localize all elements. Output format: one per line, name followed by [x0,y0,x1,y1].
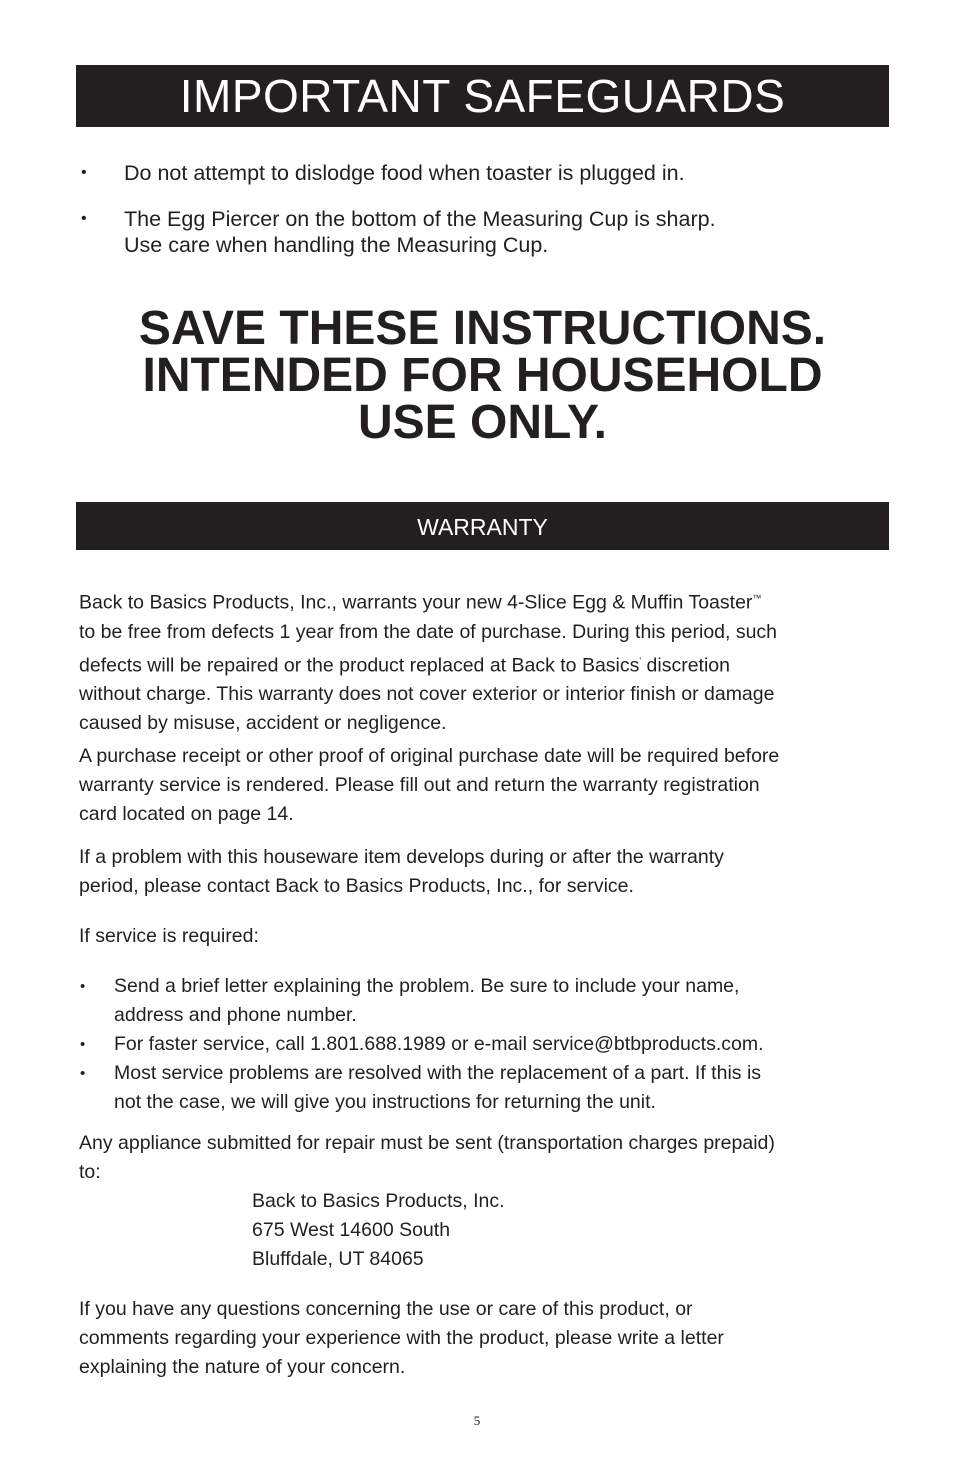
text-line: caused by misuse, accident or negligence. [79,712,447,734]
text-line: If you have any questions concerning the use or care of this product, or [79,1298,693,1320]
mailing-address [252,1187,505,1274]
notice-line: INTENDED FOR HOUSEHOLD [142,349,823,402]
save-instructions-notice [76,302,889,449]
list-item-text: address and phone number. [114,1004,357,1026]
list-item-text: For faster service, call 1.801.688.1989 or e-mail service@btbproducts.com. [114,1033,764,1055]
warranty-paragraph-receipt [79,742,894,829]
safeguards-list [80,160,880,278]
notice-line: USE ONLY. [358,396,607,449]
list-item-text: Send a brief letter explaining the problem. Be sure to include your name, [114,975,740,997]
warranty-paragraph-questions [79,1295,894,1382]
text-line: period, please contact Back to Basics Products, Inc., for service. [79,875,634,897]
text-line: to: [79,1161,101,1183]
list-item-text: Use care when handling the Measuring Cup. [124,233,549,257]
trademark-symbol: ™ [752,593,762,603]
bullet-icon: • [80,1065,86,1082]
bullet-icon: • [81,164,87,181]
text-line: If a problem with this houseware item develops during or after the warranty [79,846,724,868]
bullet-icon: • [80,978,86,995]
notice-line: SAVE THESE INSTRUCTIONS. [138,302,827,355]
service-steps-list [79,972,894,1117]
list-item [79,972,894,1030]
text-fragment: defects will be repaired or the product replaced at Back to Basics [79,654,640,676]
text-line: comments regarding your experience with the product, please write a letter [79,1327,724,1349]
warranty-paragraph-coverage [79,584,894,738]
page-number: 5 [473,1413,481,1428]
service-required-label [79,922,894,951]
text-line: warranty service is rendered. Please fill out and return the warranty registration [79,774,760,796]
text-line: card located on page 14. [79,803,294,825]
text-fragment: Back to Basics Products, Inc., warrants your new 4-Slice Egg & Muffin Toaster [79,591,753,614]
text-line [79,647,894,681]
warranty-paragraph-shipping [79,1129,894,1187]
address-line: Back to Basics Products, Inc. [252,1190,505,1212]
text-line: to be free from defects 1 year from the date of purchase. During this period, such [79,620,778,643]
address-line: 675 West 14600 South [252,1219,451,1241]
bullet-icon: • [81,210,87,227]
bullet-icon: • [80,1036,86,1053]
text-line: A purchase receipt or other proof of original purchase date will be required before [79,745,780,767]
address-line: Bluffdale, UT 84065 [252,1248,424,1270]
list-item-text: Do not attempt to dislodge food when toaster is plugged in. [124,161,685,185]
text-fragment: discretion [641,654,730,676]
apostrophe-mark: ' [639,655,642,666]
text-line: explaining the nature of your concern. [79,1356,406,1378]
list-item [79,1030,894,1059]
list-item [80,160,880,186]
safeguards-banner: IMPORTANT SAFEGUARDS [76,65,889,127]
list-item-text: Most service problems are resolved with the replacement of a part. If this is [114,1062,762,1084]
list-item [80,206,880,258]
list-item [79,1059,894,1117]
text-line: without charge. This warranty does not cover exterior or interior finish or damage [79,683,775,705]
list-item-text: not the case, we will give you instructions for returning the unit. [114,1091,656,1113]
warranty-paragraph-contact [79,843,894,901]
text-line: Any appliance submitted for repair must be sent (transportation charges prepaid) [79,1132,775,1154]
warranty-banner: WARRANTY [76,502,889,550]
text-line: If service is required: [79,925,259,947]
list-item-text: The Egg Piercer on the bottom of the Measuring Cup is sharp. [124,207,716,231]
text-line [79,584,894,618]
